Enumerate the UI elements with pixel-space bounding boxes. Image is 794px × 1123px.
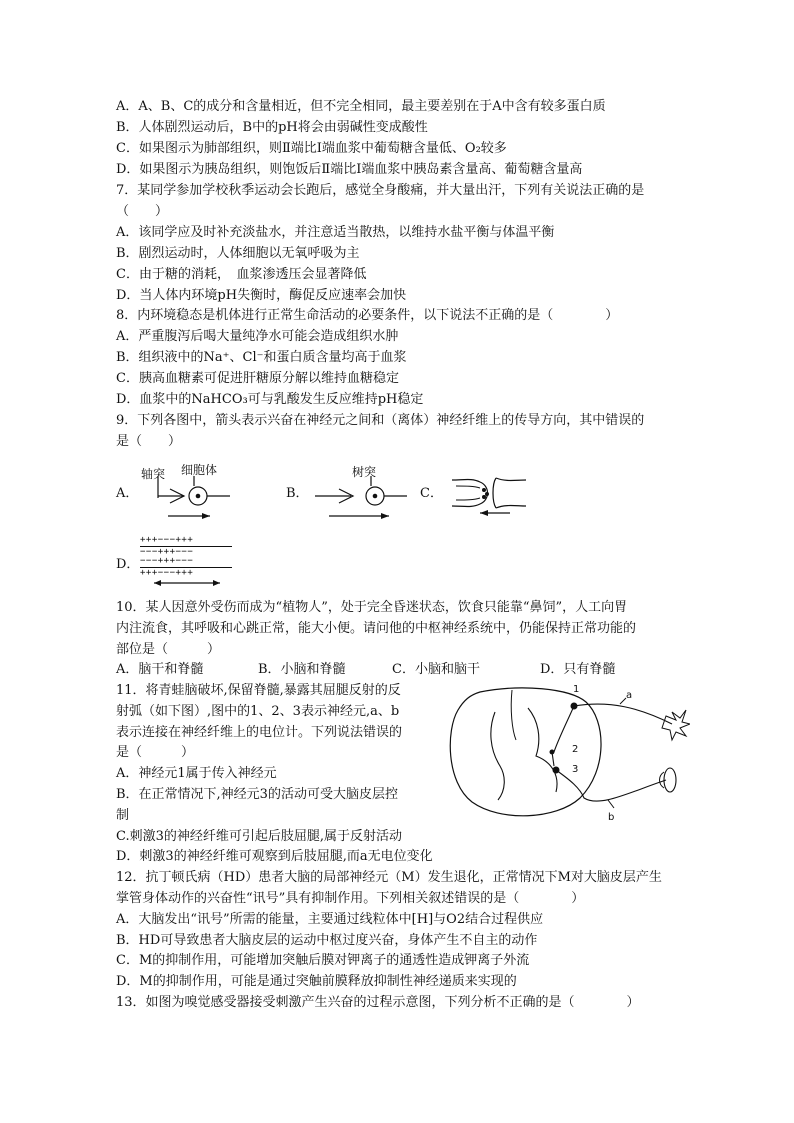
q11-option-b: B．在正常情况下,神经元3的活动可受大脑皮层控 (116, 787, 398, 802)
label-neuron-2: 2 (572, 744, 579, 755)
dendrite-label: 树突 (352, 465, 377, 479)
label-neuron-3: 3 (572, 764, 579, 775)
q10-stem-line2: 内注流食，其呼吸和心跳正常，能大小便。请问他的中枢神经系统中，仍能保持正常功能的 (116, 621, 637, 636)
q9-option-c-label: C． (420, 486, 443, 501)
q12-stem-line1: 12．抗丁顿氏病（HD）患者大脑的局部神经元（M）发生退化，正常情况下M对大脑皮层产生 (116, 870, 662, 885)
q7-option-b: B．剧烈运动时，人体细胞以无氧呼吸为主 (116, 246, 360, 261)
q12-option-b: B．HD可导致患者大脑皮层的运动中枢过度兴奋，身体产生不自主的动作 (116, 933, 538, 948)
cell-body-label: 细胞体 (181, 463, 218, 477)
q8-stem: 8．内环境稳态是机体进行正常生命活动的必要条件，以下说法不正确的是（ ） (116, 308, 619, 323)
q7-stem: 7．某同学参加学校秋季运动会长跑后，感觉全身酸痛，并大量出汗，下列有关说法正确的是 (116, 183, 645, 198)
q10-option-a: A．脑干和脊髓 (116, 662, 204, 677)
q7-option-d: D．当人体内环境pH失衡时，酶促反应速率会加快 (116, 288, 407, 303)
label-meter-a: a (626, 690, 633, 701)
q8-option-c: C．胰高血糖素可促进肝糖原分解以维持血糖稳定 (116, 371, 399, 386)
q6-option-b: B．人体剧烈运动后，B中的pH将会由弱碱性变成酸性 (116, 120, 428, 135)
bidirectional-arrow (140, 578, 240, 588)
q11-stem-line4: 是（ ） (116, 745, 195, 760)
q10-option-d: D．只有脊髓 (540, 662, 616, 677)
charge-row-3: −−−+++−−− (140, 556, 194, 566)
q11-stem-line1: 11．将青蛙脑破坏,保留脊髓,暴露其屈腿反射的反 (116, 683, 401, 698)
q6-option-d: D．如果图示为胰岛组织，则饱饭后Ⅱ端比Ⅰ端血浆中胰岛素含量高、葡萄糖含量高 (116, 162, 583, 177)
q11-option-d: D．刺激3的神经纤维可观察到后肢屈腿,而a无电位变化 (116, 849, 433, 864)
fiber-diagram-d (140, 536, 240, 588)
reflex-arc-diagram (440, 680, 690, 830)
q8-option-b: B．组织液中的Na⁺、Cl⁻和蛋白质含量均高于血浆 (116, 350, 407, 365)
q7-option-c: C．由于糖的消耗， 血浆渗透压会显著降低 (116, 267, 367, 282)
q12-option-c: C．M的抑制作用，可能增加突触后膜对钾离子的通透性造成钾离子外流 (116, 953, 530, 968)
charge-row-4: +++−−−+++ (140, 568, 194, 578)
q11-option-c: C.刺激3的神经纤维可引起后肢屈腿,属于反射活动 (116, 829, 403, 844)
q8-option-a: A．严重腹泻后喝大量纯净水可能会造成组织水肿 (116, 329, 399, 344)
q9-option-b-label: B． (286, 486, 309, 501)
q10-option-c: C．小脑和脑干 (392, 662, 480, 677)
axon-label: 轴突 (141, 467, 166, 481)
q7-option-a: A．该同学应及时补充淡盐水，并注意适当散热，以维持水盐平衡与体温平衡 (116, 225, 555, 240)
charge-row-2: −−−+++−−− (140, 547, 194, 557)
q7-paren: （ ） (116, 204, 169, 219)
q6-option-a: A．A、B、C的成分和含量相近，但不完全相同，最主要差别在于A中含有较多蛋白质 (116, 99, 606, 114)
q11-stem-line3: 表示连接在神经纤维上的电位计。下列说法错误的 (116, 725, 403, 740)
label-neuron-1: 1 (573, 684, 580, 695)
q9-option-a-label: A． (116, 486, 139, 501)
q9-stem-line2: 是（ ） (116, 434, 182, 449)
q6-option-c: C．如果图示为肺部组织，则Ⅱ端比Ⅰ端血浆中葡萄糖含量低、O₂较多 (116, 141, 507, 156)
q10-option-b: B．小脑和脊髓 (258, 662, 346, 677)
q12-option-d: D．M的抑制作用，可能是通过突触前膜释放抑制性神经递质来实现的 (116, 974, 517, 989)
q13-stem: 13．如图为嗅觉感受器接受刺激产生兴奋的过程示意图，下列分析不正确的是（ ） (116, 995, 640, 1010)
q10-stem-line1: 10．某人因意外受伤而成为“植物人”，处于完全昏迷状态，饮食只能靠“鼻饲”，人工向胃 (116, 600, 628, 615)
label-meter-b: b (608, 812, 615, 823)
q9-stem-line1: 9．下列各图中，箭头表示兴奋在神经元之间和（离体）神经纤维上的传导方向，其中错误的 (116, 413, 645, 428)
neuron-diagram-b (315, 472, 415, 522)
q11-option-b-cont: 制 (116, 808, 130, 823)
neuron-diagram-a (150, 472, 240, 522)
q11-stem-line2: 射弧（如下图）,图中的1、2、3表示神经元,a、b (116, 704, 400, 719)
charge-row-1: +++−−−+++ (140, 535, 194, 545)
q11-option-a: A．神经元1属于传入神经元 (116, 766, 277, 781)
q12-option-a: A．大脑发出“讯号”所需的能量，主要通过线粒体中[H]与O2结合过程供应 (116, 912, 544, 927)
q8-option-d: D．血浆中的NaHCO₃可与乳酸发生反应维持pH稳定 (116, 392, 424, 407)
q9-option-d-label: D． (116, 557, 140, 572)
synapse-diagram-c (450, 470, 530, 520)
q10-stem-line3: 部位是（ ） (116, 642, 221, 657)
q12-stem-line2: 掌管身体动作的兴奋性“讯号”具有抑制作用。下列相关叙述错误的是（ ） (116, 891, 585, 906)
